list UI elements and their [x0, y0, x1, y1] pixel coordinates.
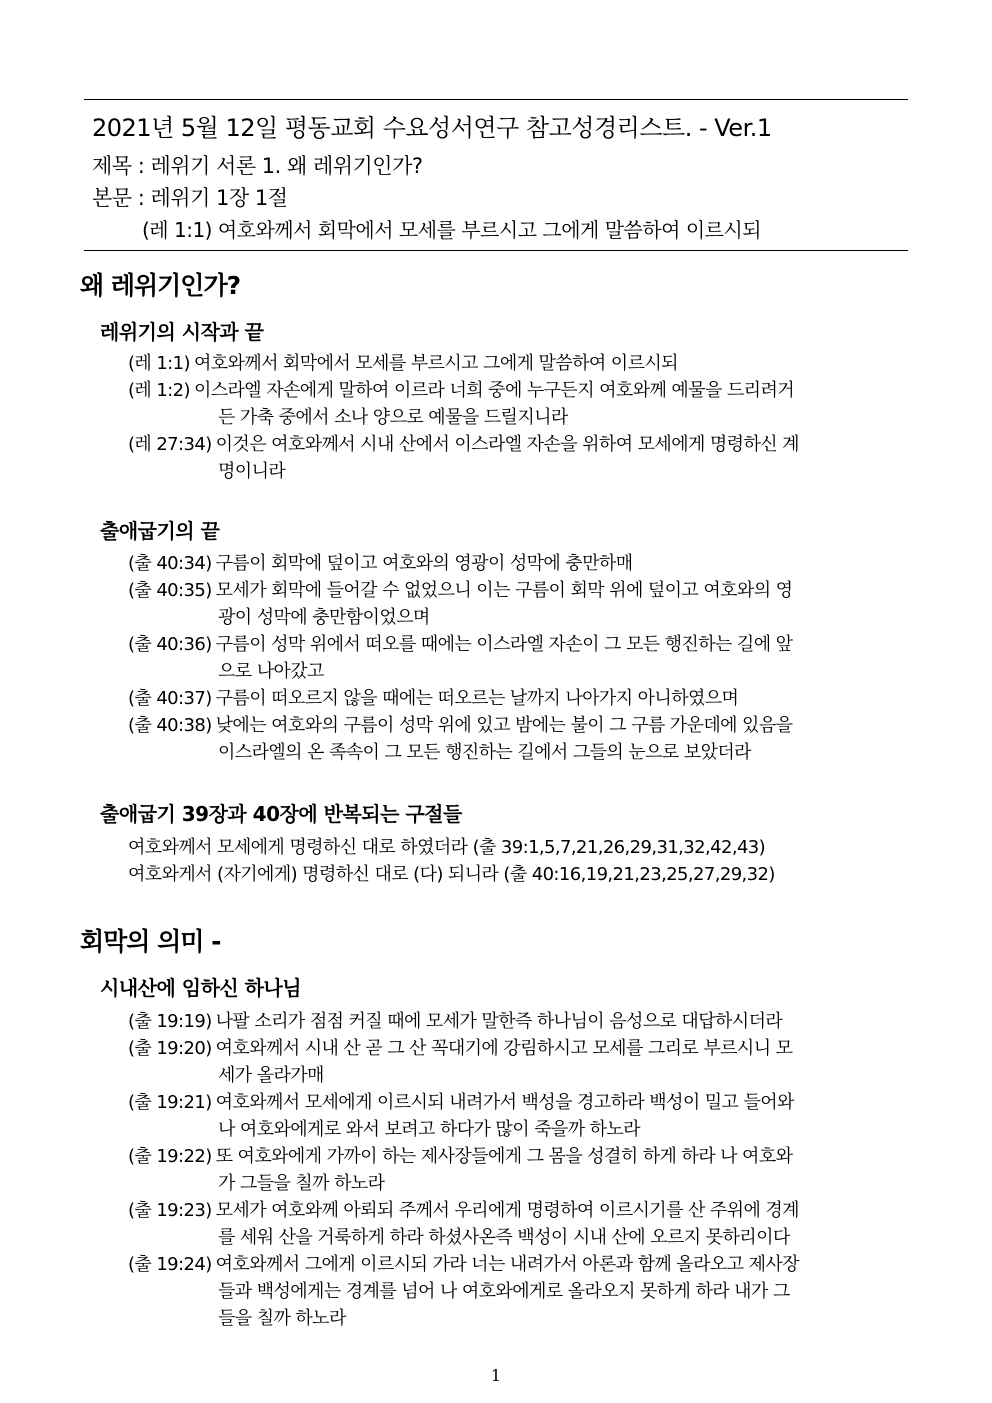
verse-ref: (레 1:1) [128, 353, 190, 374]
repeated-phrase-line: 여호와께서 모세에게 명령하신 대로 하였더라 (출 39:1,5,7,21,26,29,31,32,42,43) [128, 837, 766, 858]
verse-continuation: 명이니라 [218, 461, 286, 482]
verse-text: 나팔 소리가 점점 커질 때에 모세가 말한즉 하나님이 음성으로 대답하시더라 [215, 1011, 783, 1032]
repeated-phrase-line: 여호와게서 (자기에게) 명령하신 대로 (다) 되니라 (출 40:16,19,21,23,25,27,29,32) [128, 864, 775, 885]
top-rule [84, 99, 908, 100]
verse-text: 구름이 떠오르지 않을 때에는 떠오르는 날까지 나아가지 아니하였으며 [215, 688, 739, 709]
verse-ref: (출 19:20) [128, 1038, 212, 1059]
verse-ref: (출 40:38) [128, 715, 212, 736]
verse-list [128, 350, 858, 485]
verse-item [128, 712, 858, 739]
verse-continuation: 나 여호와에게로 와서 보려고 하다가 많이 죽을까 하노라 [218, 1119, 640, 1140]
verse-item [128, 685, 858, 712]
header-bottom-rule [84, 250, 908, 251]
verse-ref: (출 40:34) [128, 553, 212, 574]
verse-continuation: 들과 백성에게는 경계를 넘어 나 여호와에게로 올라오지 못하게 하라 내가 그 [218, 1281, 790, 1302]
verse-text: 여호와께서 그에게 이르시되 가라 너는 내려가서 아론과 함께 올라오고 제사장 [215, 1254, 799, 1275]
verse-item [128, 431, 858, 458]
verse-text: 또 여호와에게 가까이 하는 제사장들에게 그 몸을 성결히 하게 하라 나 여호와 [215, 1146, 793, 1167]
verse-list [128, 550, 858, 766]
page-number: 1 [490, 1366, 502, 1385]
verse-ref: (출 19:23) [128, 1200, 212, 1221]
verse-continuation: 들을 칠까 하노라 [218, 1308, 346, 1329]
verse-text: 구름이 성막 위에서 떠오를 때에는 이스라엘 자손이 그 모든 행진하는 길에 앞 [215, 634, 793, 655]
verse-item [128, 1197, 858, 1224]
verse-text: 이것은 여호와께서 시내 산에서 이스라엘 자손을 위하여 모세에게 명령하신 계 [215, 434, 799, 455]
verse-ref: (출 40:35) [128, 580, 212, 601]
verse-ref: (출 40:36) [128, 634, 212, 655]
verse-text: 모세가 회막에 들어갈 수 없었으니 이는 구름이 회막 위에 덮이고 여호와의 영 [215, 580, 793, 601]
subsection-title: 레위기의 시작과 끝 [100, 320, 264, 344]
verse-item [128, 631, 858, 658]
verse-text: 낮에는 여호와의 구름이 성막 위에 있고 밤에는 불이 그 구름 가운데에 있음을 [215, 715, 793, 736]
verse-ref: (출 40:37) [128, 688, 212, 709]
verse-text: 이스라엘 자손에게 말하여 이르라 너희 중에 누구든지 여호와께 예물을 드리려거 [193, 380, 795, 401]
verse-text: 여호와께서 모세에게 이르시되 내려가서 백성을 경고하라 백성이 밀고 들어와 [215, 1092, 794, 1113]
section-title: 왜 레위기인가? [80, 271, 241, 300]
verse-continuation: 를 세워 산을 거룩하게 하라 하셨사온즉 백성이 시내 산에 오르지 못하리이다 [218, 1227, 790, 1248]
verse-ref: (레 27:34) [128, 434, 212, 455]
verse-continuation: 으로 나아갔고 [218, 661, 324, 682]
verse-ref: (레 1:2) [128, 380, 190, 401]
verse-item [128, 377, 858, 404]
verse-item [128, 577, 858, 604]
document-title: 2021년 5월 12일 평동교회 수요성서연구 참고성경리스트. - Ver.1 [92, 114, 772, 142]
verse-text: 여호와께서 회막에서 모세를 부르시고 그에게 말씀하여 이르시되 [193, 353, 678, 374]
verse-continuation: 세가 올라가매 [218, 1065, 324, 1086]
verse-ref: (출 19:21) [128, 1092, 212, 1113]
verse-item [128, 1251, 858, 1278]
verse-text: 여호와께서 시내 산 곧 그 산 꼭대기에 강림하시고 모세를 그리로 부르시니 모 [215, 1038, 793, 1059]
verse-item [128, 1143, 858, 1170]
subject-line: 제목 : 레위기 서론 1. 왜 레위기인가? [92, 154, 423, 178]
verse-text: 모세가 여호와께 아뢰되 주께서 우리에게 명령하여 이르시기를 산 주위에 경계 [215, 1200, 799, 1221]
verse-ref: (출 19:19) [128, 1011, 212, 1032]
subsection-title: 시내산에 임하신 하나님 [100, 976, 302, 1000]
verse-continuation: 가 그들을 칠까 하노라 [218, 1173, 385, 1194]
verse-item [128, 1035, 858, 1062]
section-title: 회막의 의미 - [80, 927, 221, 956]
text-line: 본문 : 레위기 1장 1절 [92, 186, 288, 210]
subsection-title: 출애굽기 39장과 40장에 반복되는 구절들 [100, 802, 462, 826]
verse-ref: (출 19:22) [128, 1146, 212, 1167]
subsection-title: 출애굽기의 끝 [100, 519, 220, 543]
verse-item [128, 350, 858, 377]
verse-text: 구름이 회막에 덮이고 여호와의 영광이 성막에 충만하매 [215, 553, 633, 574]
verse-item [128, 1089, 858, 1116]
verse-continuation: 광이 성막에 충만함이었으며 [218, 607, 430, 628]
verse-item [128, 550, 858, 577]
verse-list [128, 1008, 858, 1332]
verse-ref: (출 19:24) [128, 1254, 212, 1275]
verse-item [128, 1008, 858, 1035]
verse-continuation: 이스라엘의 온 족속이 그 모든 행진하는 길에서 그들의 눈으로 보았더라 [218, 742, 751, 763]
header-verse: (레 1:1) 여호와께서 회막에서 모세를 부르시고 그에게 말씀하여 이르시되 [142, 218, 762, 242]
verse-continuation: 든 가축 중에서 소나 양으로 예물을 드릴지니라 [218, 407, 568, 428]
